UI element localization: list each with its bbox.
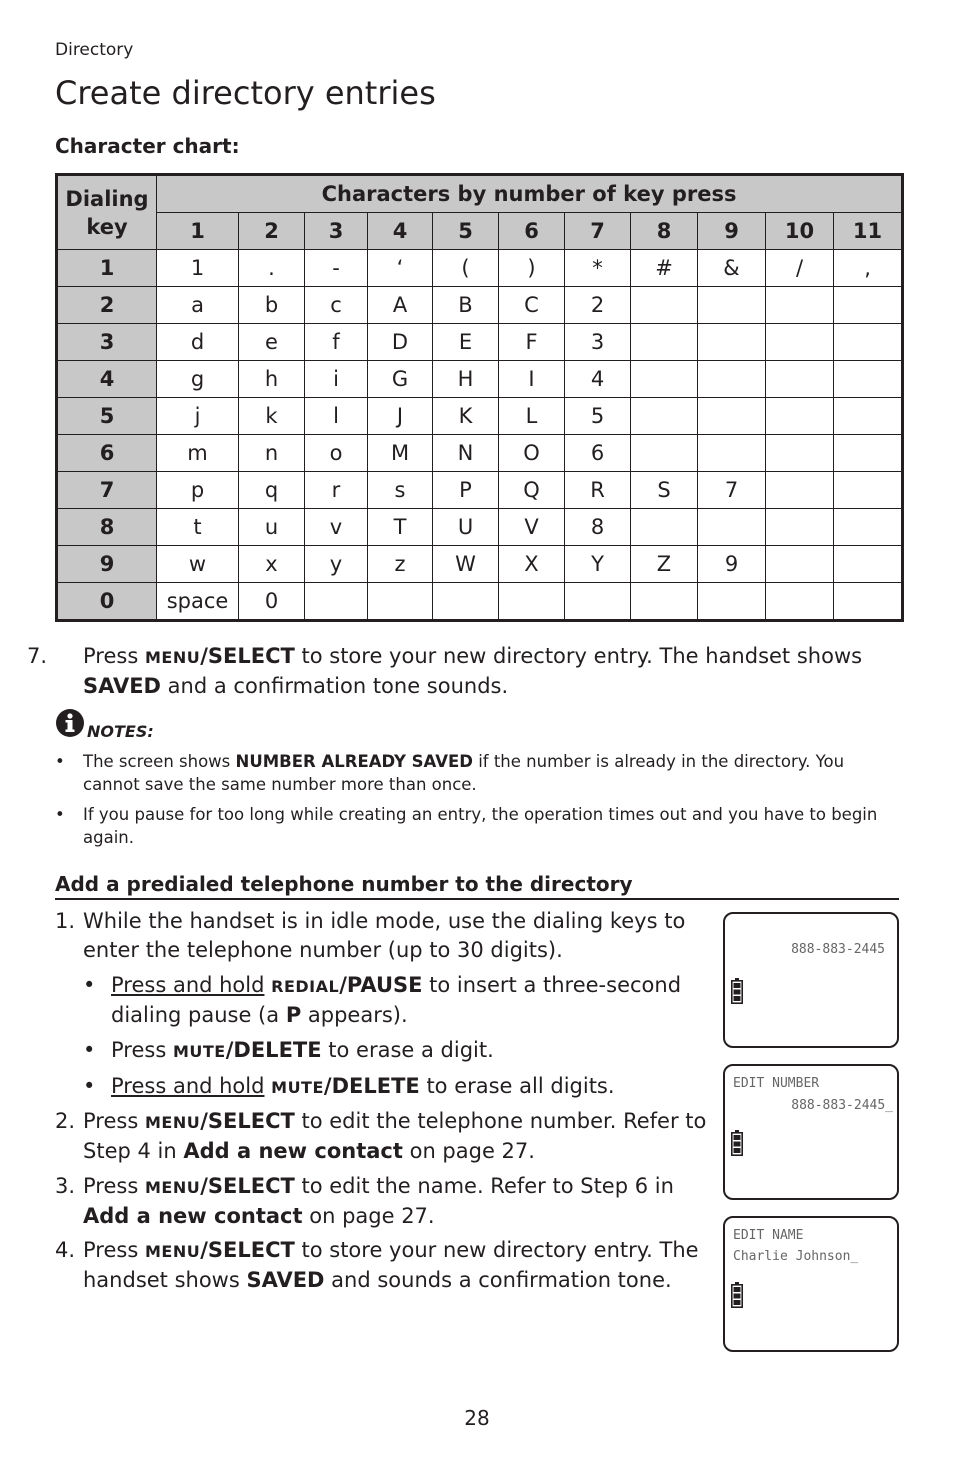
chart-row (57, 435, 903, 472)
chart-row (57, 250, 903, 287)
screen-title: EDIT NAME (733, 1228, 804, 1243)
character-cell (631, 435, 698, 472)
character-cell: j (157, 398, 239, 435)
character-cell (565, 583, 631, 621)
character-cell (368, 583, 433, 621)
character-cell: 3 (565, 324, 631, 361)
character-cell (834, 472, 903, 509)
notes-label: NOTES: (87, 722, 154, 741)
dialing-key-cell: 8 (57, 509, 157, 546)
character-cell (834, 398, 903, 435)
info-icon (55, 708, 85, 738)
character-cell: o (305, 435, 368, 472)
predialed-step-3: 3. Press MENU/SELECT to edit the name. Refer to Step 6 in Add a new contact on page 27. (55, 1174, 674, 1228)
press-number-header: 3 (305, 213, 368, 250)
predialed-heading: Add a predialed telephone number to the directory (55, 872, 899, 900)
character-cell: f (305, 324, 368, 361)
dialing-key-cell: 6 (57, 435, 157, 472)
character-cell: i (305, 361, 368, 398)
press-number-header: 9 (698, 213, 766, 250)
dialing-key-cell: 1 (57, 250, 157, 287)
character-cell: K (433, 398, 499, 435)
press-number-header: 5 (433, 213, 499, 250)
character-cell: z (368, 546, 433, 583)
character-cell: x (239, 546, 305, 583)
character-cell: I (499, 361, 565, 398)
character-cell: . (239, 250, 305, 287)
character-cell: # (631, 250, 698, 287)
character-cell (698, 324, 766, 361)
character-cell: O (499, 435, 565, 472)
dialing-key-cell: 2 (57, 287, 157, 324)
press-number-header: 8 (631, 213, 698, 250)
character-cell: T (368, 509, 433, 546)
character-cell: A (368, 287, 433, 324)
character-cell (433, 583, 499, 621)
chart-row (57, 361, 903, 398)
character-cell (766, 361, 834, 398)
character-cell: * (565, 250, 631, 287)
character-cell: 7 (698, 472, 766, 509)
character-cell (834, 509, 903, 546)
character-cell (766, 324, 834, 361)
character-cell: 8 (565, 509, 631, 546)
character-cell: , (834, 250, 903, 287)
character-cell: u (239, 509, 305, 546)
press-number-header: 6 (499, 213, 565, 250)
character-cell: R (565, 472, 631, 509)
chart-row (57, 472, 903, 509)
character-cell (766, 546, 834, 583)
character-cell: 6 (565, 435, 631, 472)
character-cell: space (157, 583, 239, 621)
chart-row (57, 509, 903, 546)
character-cell: ‘ (368, 250, 433, 287)
character-cell (766, 435, 834, 472)
character-cell: U (433, 509, 499, 546)
character-cell: H (433, 361, 499, 398)
character-cell: k (239, 398, 305, 435)
screen-name: Charlie Johnson_ (733, 1249, 859, 1264)
dialing-key-cell: 3 (57, 324, 157, 361)
character-cell: l (305, 398, 368, 435)
chart-row (57, 324, 903, 361)
character-cell: r (305, 472, 368, 509)
screen-title: EDIT NUMBER (733, 1076, 820, 1091)
character-cell: W (433, 546, 499, 583)
character-cell: s (368, 472, 433, 509)
character-cell: v (305, 509, 368, 546)
dialing-key-cell: 0 (57, 583, 157, 621)
press-number-header: 10 (766, 213, 834, 250)
character-cell: D (368, 324, 433, 361)
character-cell: N (433, 435, 499, 472)
character-cell: d (157, 324, 239, 361)
character-cell (631, 361, 698, 398)
press-number-header: 2 (239, 213, 305, 250)
character-cell (631, 398, 698, 435)
character-cell: S (631, 472, 698, 509)
character-cell: p (157, 472, 239, 509)
chart-row (57, 398, 903, 435)
dialing-key-header: Dialing key (57, 175, 157, 250)
character-cell (766, 398, 834, 435)
character-cell (766, 583, 834, 621)
press-number-header: 1 (157, 213, 239, 250)
press-count-header: Characters by number of key press (157, 175, 903, 213)
character-cell: & (698, 250, 766, 287)
character-cell (631, 324, 698, 361)
character-cell (834, 435, 903, 472)
press-number-header: 11 (834, 213, 903, 250)
bullet-erase-digit: • Press MUTE/DELETE to erase a digit. (83, 1038, 494, 1062)
character-cell: P (433, 472, 499, 509)
step-7: 7. Press MENU/SELECT to store your new directory entry. The handset shows SAVED and a confirmation tone sounds. (27, 644, 863, 698)
character-cell: X (499, 546, 565, 583)
character-cell: a (157, 287, 239, 324)
character-cell: w (157, 546, 239, 583)
handset-screen-edit-name (723, 1216, 899, 1352)
character-cell: b (239, 287, 305, 324)
character-cell: F (499, 324, 565, 361)
character-cell (834, 324, 903, 361)
character-cell: 2 (565, 287, 631, 324)
press-number-row (57, 213, 903, 250)
character-cell (834, 287, 903, 324)
character-cell: / (766, 250, 834, 287)
character-cell: Q (499, 472, 565, 509)
character-cell (698, 398, 766, 435)
press-number-header: 7 (565, 213, 631, 250)
character-cell (834, 546, 903, 583)
chart-row (57, 546, 903, 583)
character-cell: 9 (698, 546, 766, 583)
character-cell (766, 287, 834, 324)
dialing-key-cell: 5 (57, 398, 157, 435)
character-cell: M (368, 435, 433, 472)
character-cell: c (305, 287, 368, 324)
character-cell (631, 287, 698, 324)
chart-row (57, 287, 903, 324)
character-cell (631, 583, 698, 621)
chart-body (57, 250, 903, 621)
bullet-erase-all: • Press and hold MUTE/DELETE to erase all digits. (83, 1074, 615, 1098)
bullet-insert-pause: • Press and hold REDIAL/PAUSE to insert a three-second dialing pause (a P appears). (83, 973, 682, 1027)
section-label: Directory (55, 40, 134, 60)
note-item: • The screen shows NUMBER ALREADY SAVED if the number is already in the directory. You cannot save the same number more than once. (55, 752, 845, 794)
character-cell: t (157, 509, 239, 546)
character-cell: m (157, 435, 239, 472)
note-item: • If you pause for too long while creating an entry, the operation times out and you have to begin again. (55, 805, 878, 847)
character-cell (305, 583, 368, 621)
character-cell: C (499, 287, 565, 324)
character-cell: ) (499, 250, 565, 287)
character-cell (766, 509, 834, 546)
character-cell: 5 (565, 398, 631, 435)
character-cell (834, 361, 903, 398)
dialing-key-cell: 4 (57, 361, 157, 398)
page-number: 28 (464, 1406, 490, 1430)
battery-icon (731, 1130, 743, 1156)
character-cell: h (239, 361, 305, 398)
press-number-header: 4 (368, 213, 433, 250)
character-cell (834, 583, 903, 621)
character-cell (698, 287, 766, 324)
dialing-key-cell: 9 (57, 546, 157, 583)
character-cell: 4 (565, 361, 631, 398)
predialed-step-4: 4. Press MENU/SELECT to store your new directory entry. The handset shows SAVED and sounds a confirmation tone. (55, 1238, 699, 1292)
character-cell: g (157, 361, 239, 398)
character-chart-heading: Character chart: (55, 134, 240, 158)
character-chart-table (55, 173, 904, 622)
character-cell (499, 583, 565, 621)
character-cell: 1 (157, 250, 239, 287)
handset-screen-edit-number (723, 1064, 899, 1200)
battery-icon (731, 978, 743, 1004)
character-cell (698, 583, 766, 621)
character-cell (698, 509, 766, 546)
character-cell: 0 (239, 583, 305, 621)
character-cell: V (499, 509, 565, 546)
character-cell: ( (433, 250, 499, 287)
character-cell: B (433, 287, 499, 324)
character-cell: L (499, 398, 565, 435)
handset-screen-number (723, 912, 899, 1048)
character-cell: - (305, 250, 368, 287)
dialing-key-cell: 7 (57, 472, 157, 509)
character-cell: Z (631, 546, 698, 583)
character-cell: E (433, 324, 499, 361)
predialed-step-1: 1. While the handset is in idle mode, use the dialing keys to enter the telephone number (up to 30 digits). (55, 909, 686, 962)
battery-icon (731, 1282, 743, 1308)
character-cell: e (239, 324, 305, 361)
character-cell: J (368, 398, 433, 435)
page-title: Create directory entries (55, 74, 436, 112)
chart-row (57, 583, 903, 621)
character-cell: G (368, 361, 433, 398)
character-cell (631, 509, 698, 546)
character-cell: y (305, 546, 368, 583)
predialed-step-2: 2. Press MENU/SELECT to edit the telephone number. Refer to Step 4 in Add a new contact on page 27. (55, 1109, 707, 1163)
screen-number: 888-883-2445 (791, 942, 885, 957)
character-cell: q (239, 472, 305, 509)
character-cell: Y (565, 546, 631, 583)
character-cell (698, 435, 766, 472)
character-cell: n (239, 435, 305, 472)
character-cell (698, 361, 766, 398)
character-cell (766, 472, 834, 509)
screen-number: 888-883-2445_ (791, 1098, 893, 1113)
